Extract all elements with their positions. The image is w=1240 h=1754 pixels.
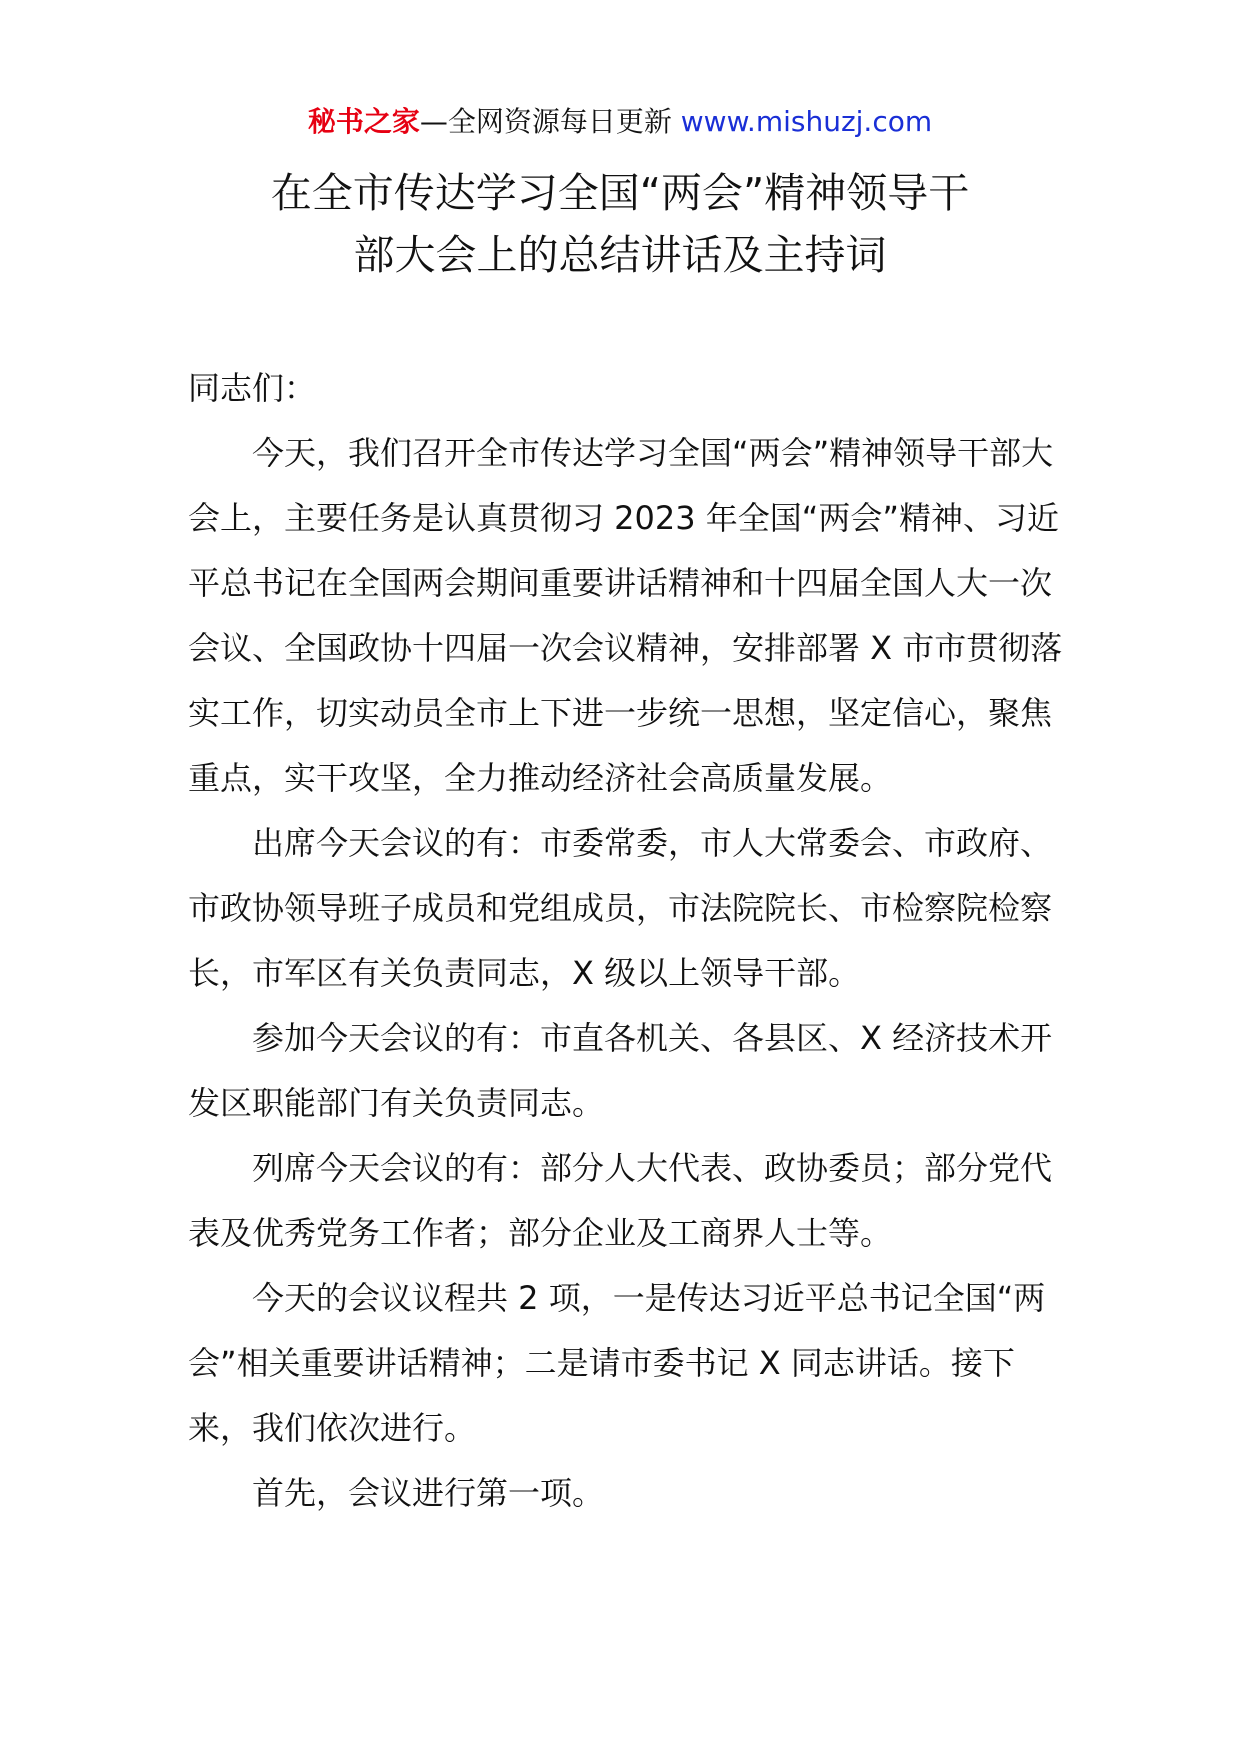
paragraph-observers: 列席今天会议的有：部分人大代表、政协委员；部分党代表及优秀党务工作者；部分企业及工商界人士等。 xyxy=(188,1149,1053,1252)
salutation: 同志们： xyxy=(188,369,317,407)
paragraph-agenda: 今天的会议议程共 2 项，一是传达习近平总书记全国“两会”相关重要讲话精神；二是请市委书记 X 同志讲话。接下来，我们依次进行。 xyxy=(188,1279,1046,1447)
paragraph-participants: 参加今天会议的有：市直各机关、各县区、X 经济技术开发区职能部门有关负责同志。 xyxy=(188,1019,1053,1122)
paragraph-first-item: 首先，会议进行第一项。 xyxy=(252,1474,605,1512)
title-line-2: 部大会上的总结讲话及主持词 xyxy=(353,231,887,279)
banner-slogan: —全网资源每日更新 xyxy=(419,105,681,138)
site-banner xyxy=(0,102,1240,142)
document-body xyxy=(188,356,1064,1526)
paragraph-opening: 今天，我们召开全市传达学习全国“两会”精神领导干部大会上，主要任务是认真贯彻习 2023 年全国“两会”精神、习近平总书记在全国两会期间重要讲话精神和十四届全国人大一次会议、全国政协十四届一次会议精神，安排部署 X 市市贯彻落实工作，切实动员全市上下进一步统一思想，坚定信心，聚焦重点，实干攻坚，全力推动经济社会高质量发展。 xyxy=(188,434,1063,797)
document-title xyxy=(190,162,1050,286)
banner-url[interactable]: www.mishuzj.com xyxy=(680,105,933,138)
title-line-1: 在全市传达学习全国“两会”精神领导干 xyxy=(270,169,970,217)
paragraph-attendees: 出席今天会议的有：市委常委，市人大常委会、市政府、市政协领导班子成员和党组成员，市法院院长、市检察院检察长，市军区有关负责同志，X 级以上领导干部。 xyxy=(188,824,1053,992)
banner-brand: 秘书之家 xyxy=(307,105,420,138)
